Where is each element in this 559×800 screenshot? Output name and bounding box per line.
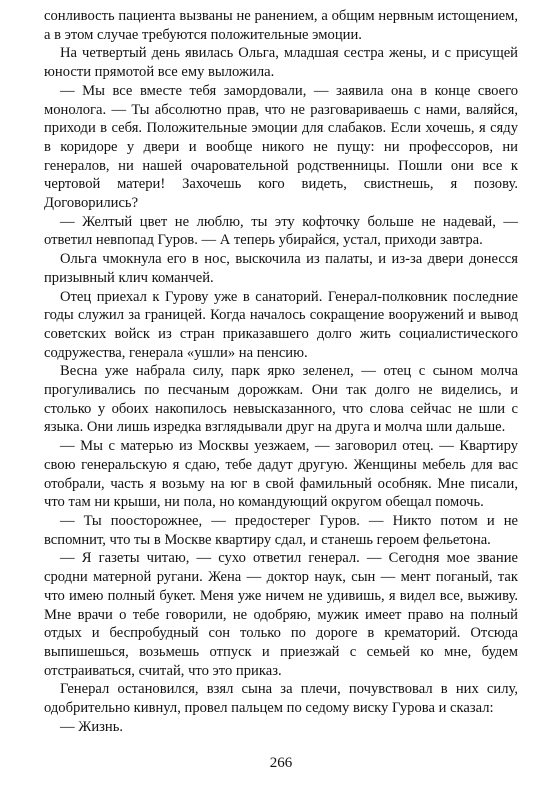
paragraph-12: — Жизнь. [60,718,124,735]
paragraph-11: Генерал остановился, взял сына за плечи, почувствовал в них силу, одобрительно кивнул, провел пальцем по седому виску Гурова и сказал: [44,681,518,717]
paragraph-7: Весна уже набрала силу, парк ярко зеленел, — отец с сыном молча прогуливались по песчаным дорожкам. Они так долго не виделись, и столько у обоих накопилось невысказанного, что слова сейчас не шли с языка. Они лишь изредка взглядывали друг на друга и молча шли дальше. [44,363,518,436]
paragraph-2: На четвертый день явилась Ольга, младшая сестра жены, и с присущей юности прямотой все ему выложила. [44,45,518,81]
paragraph-6: Отец приехал к Гурову уже в санаторий. Генерал-полковник последние годы служил за границей. Когда началось сокращение вооружений и вывод советских войск из стран приказавшего долго жить социалистического содружества, генерала «ушли» на пенсию. [44,288,518,361]
paragraph-10: — Я газеты читаю, — сухо ответил генерал. — Сегодня мое звание сродни матерной ругани. Жена — доктор наук, сын — мент поганый, так что имею полный букет. Меня уже ничем не удивишь, я видел все, выживу. Мне врачи о тебе говорили, не одобряю, мужик имеет право на полный отдых и беспробудный сон только по дороге в крематорий. Отсюда выпишешься, возьмешь отпуск и приезжай с семьей ко мне, будем отстраиваться, считай, что это приказ. [44,550,518,679]
paragraph-8: — Мы с матерью из Москвы уезжаем, — заговорил отец. — Квартиру свою генеральскую я сдаю, тебе дадут другую. Женщины мебель для вас отобрали, часть я возьму на юг в свой фамильный особняк. Мне писали, что там ни крыши, ни пола, но командующий округом обещал помочь. [44,438,518,511]
paragraph-5: Ольга чмокнула его в нос, выскочила из палаты, и из-за двери донесся призывный клич команчей. [44,251,518,286]
book-page [44,7,518,793]
paragraph-4: — Желтый цвет не люблю, ты эту кофточку больше не надевай, — ответил невпопад Гуров. — А теперь убирайся, устал, приходи завтра. [44,213,518,249]
page-number: 266 [269,755,293,771]
paragraph-3: — Мы все вместе тебя замордовали, — заявила она в конце своего монолога. — Ты абсолютно прав, что не разговариваешь с нами, валяйся, приходи в себя. Положительные эмоции для слабаков. Если хочешь, я сяду в коридоре у двери и вообще никого не пущу: ни профессоров, ни генералов, ни нашей очаровательной родственницы. Пошли они все к чертовой матери! Захочешь кого видеть, свистнешь, я позову. Договорились? [44,82,518,212]
paragraph-1: сонливость пациента вызваны не ранением, а общим нервным истощением, а в этом случае требуются положительные эмоции. [44,8,518,43]
paragraph-9: — Ты поосторожнее, — предостерег Гуров. — Никто потом и не вспомнит, что ты в Москве квартиру сдал, и станешь героем фельетона. [44,512,518,548]
